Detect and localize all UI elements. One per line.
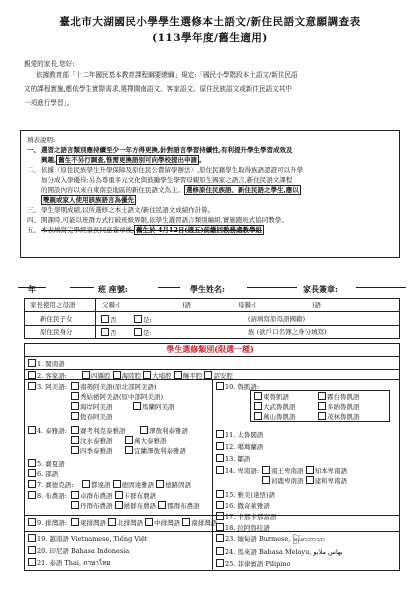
checkbox-icon[interactable]: [108, 518, 116, 526]
instructions-box: [20, 130, 400, 258]
option-20[interactable]: [28, 546, 129, 555]
option-16[interactable]: [216, 501, 270, 510]
option-6[interactable]: [28, 469, 58, 478]
option-3-item-3[interactable]: [71, 402, 113, 411]
checkbox-icon[interactable]: [71, 446, 79, 454]
checkbox-icon[interactable]: [101, 315, 109, 323]
indigenous-yes[interactable]: [134, 328, 152, 337]
note-1-boxed: 舊生不另行調查,惟需更換語別可向學校提出申請: [58, 156, 198, 164]
indigenous-no[interactable]: [101, 328, 117, 337]
option-3-item-2[interactable]: [71, 392, 163, 401]
option-10-label: 10. 魯凱語:: [225, 383, 260, 391]
option-24-label: 24. 馬來語 Bahasa Melayu, بهاس ملايو: [225, 548, 343, 556]
option-14-items-a: [262, 466, 347, 475]
checkbox-icon[interactable]: [28, 546, 36, 554]
sub-option-label: 巒群布農語: [123, 502, 157, 510]
sub-option-label: 大武魯凱語: [263, 403, 296, 411]
class-seat-label: 班 座號:: [98, 284, 128, 294]
checkbox-icon[interactable]: [125, 436, 133, 444]
checkbox-icon[interactable]: [28, 382, 36, 390]
row-divider: [24, 369, 400, 370]
checkbox-icon[interactable]: [101, 328, 109, 336]
checkbox-icon[interactable]: [28, 469, 36, 477]
note-3-text: 學生學期成績,以所選修之本土語文/新住民語文成績作計算。: [41, 206, 215, 214]
note-4: [27, 215, 393, 225]
col-divider: [212, 379, 213, 571]
checkbox-icon[interactable]: [262, 476, 270, 484]
sub-option-label: 海陸腔: [121, 372, 142, 380]
checkbox-icon[interactable]: [134, 328, 142, 336]
checkbox-icon[interactable]: [216, 430, 224, 438]
checkbox-icon[interactable]: [134, 315, 142, 323]
sub-option-label: 建和卑南語: [314, 477, 348, 485]
sub-option-label: 海岸阿美語: [80, 403, 113, 411]
option-1-label: 1. 閩南語: [37, 360, 65, 368]
new-resident-yes[interactable]: [134, 315, 152, 324]
option-1[interactable]: [28, 359, 65, 368]
sub-option-label: 秀姑巒阿美語(原中部阿美語): [80, 393, 164, 401]
note-1-num: 一、: [27, 146, 40, 154]
sub-option-label: 澤敖利泰雅語: [149, 427, 188, 435]
checkbox-icon[interactable]: [216, 490, 224, 498]
col-divider: [95, 298, 96, 339]
option-21-label: 21. 泰語 Thai, ภาษาไทย: [37, 559, 111, 567]
option-7-label: 7. 賽德克語:: [37, 481, 74, 489]
note-5: [27, 225, 393, 235]
checkbox-icon[interactable]: [82, 480, 90, 488]
student-name-input[interactable]: [247, 287, 297, 288]
sub-option-label: 詔安腔: [213, 372, 233, 380]
class-input[interactable]: [70, 287, 94, 288]
row-divider: [24, 325, 400, 326]
sub-option-label: 四季泰雅語: [80, 447, 113, 455]
option-11-label: 11. 太魯閣語: [225, 431, 264, 439]
option-4-item-2[interactable]: [140, 426, 188, 435]
sub-option-label: 恆春阿美語: [80, 413, 113, 421]
mother-tongue-label: 家長使用之母語: [30, 301, 76, 309]
option-9-label: 9. 排灣語:: [37, 519, 67, 527]
note-3: [27, 205, 393, 215]
checkbox-icon[interactable]: [262, 466, 270, 474]
checkbox-icon[interactable]: [71, 426, 79, 434]
checkbox-icon[interactable]: [143, 371, 151, 379]
checkbox-icon[interactable]: [28, 491, 36, 499]
sub-option-label: 東魯凱語: [263, 393, 289, 401]
indigenous-label: 原住民身分: [40, 328, 73, 336]
option-6-label: 6. 邵語: [37, 470, 59, 478]
checkbox-icon[interactable]: [71, 436, 79, 444]
row-divider: [24, 531, 400, 532]
checkbox-icon[interactable]: [115, 501, 123, 509]
mother-language-close: )語: [312, 301, 322, 309]
seat-input[interactable]: [158, 287, 180, 288]
option-13[interactable]: [216, 454, 250, 463]
indigenous-fill-hint: 族 (欲戶口名簿之身分填寫): [248, 328, 327, 336]
form-subtitle: (113學年度/舊生適用): [152, 32, 268, 44]
no-label: 否: [110, 316, 117, 324]
option-25-label: 25. 菲律賓語 Pilipino: [225, 560, 291, 568]
sub-option-label: 茂林魯凱語: [327, 413, 360, 421]
yes-label: 是:: [143, 316, 152, 324]
note-3-num: 三、: [27, 206, 40, 214]
option-3-label: 3. 阿美語:: [37, 383, 67, 391]
option-14-label: 14. 卑南語:: [225, 467, 260, 475]
option-4-item-1[interactable]: [71, 426, 126, 435]
sub-option-label: 郡群布農語: [167, 502, 200, 510]
option-8-items-a: [71, 491, 156, 500]
note-4-num: 四、: [27, 216, 40, 224]
note-2-num: 二、: [27, 166, 40, 174]
checkbox-icon[interactable]: [71, 412, 79, 420]
row-divider: [24, 356, 400, 357]
sub-option-label: 賽考利克泰雅語: [80, 427, 126, 435]
option-11[interactable]: [216, 430, 263, 439]
option-21[interactable]: [28, 558, 110, 567]
checkbox-icon[interactable]: [71, 382, 79, 390]
option-19-label: 19. 越南語 Vietnamese, Tiếng Việt: [37, 535, 148, 543]
sub-option-label: 萬大泰雅語: [134, 437, 167, 445]
note-2-boxed-b: 雙親或家人使用該族語言為優先: [43, 196, 134, 204]
checkbox-icon[interactable]: [182, 518, 190, 526]
sub-option-label: 知本卑南語: [314, 467, 348, 475]
checkbox-icon[interactable]: [28, 426, 36, 434]
sub-option-label: 中排灣語: [154, 519, 181, 527]
option-10-subgroup-frame: [250, 390, 390, 422]
note-1-text: 選習之語言類別應持續至少一年方得更換,針對語言學習持續性,有利提升學生學習成效及: [41, 146, 293, 154]
option-2[interactable]: [28, 371, 67, 380]
checkbox-icon[interactable]: [145, 518, 153, 526]
note-2-boxed-a: 選修原住民族語、新住民語之學生,應以: [186, 186, 299, 194]
intro-line-3: 一項進行學習」。: [24, 99, 74, 107]
checkbox-icon[interactable]: [216, 501, 224, 509]
new-resident-fill-hint: (請填寫原母語國籍): [248, 315, 306, 323]
checkbox-icon[interactable]: [156, 480, 164, 488]
student-name-label: 學生姓名:: [190, 284, 225, 294]
greeting: 親愛的家長,您好:: [24, 60, 75, 68]
checkbox-icon[interactable]: [216, 382, 224, 390]
option-5[interactable]: [28, 459, 65, 468]
form-title: 臺北市大湖國民小學學生選修本土語文/新住民語文意願調查表: [59, 16, 361, 28]
option-14-items-b: [262, 476, 347, 485]
option-4-item-6[interactable]: [125, 446, 186, 455]
note-2-line4: [27, 195, 393, 205]
checkbox-icon[interactable]: [113, 480, 121, 488]
sub-option-label: 都達語: [91, 481, 111, 489]
note-5-boxed: 舊生於 4月12日(週五)前繳回教務處教學組: [136, 226, 263, 234]
row-divider: [24, 311, 400, 312]
sub-option-label: 德固達雅語: [121, 481, 155, 489]
option-4-item-4[interactable]: [125, 436, 167, 445]
option-3[interactable]: [28, 382, 67, 391]
no-label: 否: [110, 329, 117, 337]
checkbox-icon[interactable]: [306, 466, 314, 474]
checkbox-icon[interactable]: [71, 518, 79, 526]
sub-option-label: 萬山魯凱語: [263, 413, 296, 421]
father-language-label: 父親:(: [102, 301, 120, 309]
note-1-text-b: 興趣,: [41, 156, 57, 164]
option-23-label: 23. 緬甸語 Burmese, မြန်မာဘာသာ: [225, 535, 325, 543]
option-19[interactable]: [28, 534, 147, 543]
option-3-item-1[interactable]: [71, 382, 157, 391]
checkbox-icon[interactable]: [71, 501, 79, 509]
sub-option-label: 東排灣語: [80, 519, 106, 527]
instructions-heading: 填表說明:: [27, 136, 56, 144]
new-resident-no[interactable]: [101, 315, 117, 324]
note-5-num: 五、: [27, 226, 40, 234]
option-4-label: 4. 泰雅語:: [37, 427, 67, 435]
note-2: [27, 165, 393, 175]
option-9-items: [71, 518, 217, 527]
intro-line-2: 文的課程實施,應依學生實際需求,選擇閩南語文、客家語文、原住民族語文或新住民語文其中: [24, 85, 292, 93]
sub-option-label: 卡群布農語: [123, 492, 157, 500]
checkbox-icon[interactable]: [216, 454, 224, 462]
option-24[interactable]: [216, 547, 343, 556]
checkbox-icon[interactable]: [216, 466, 224, 474]
checkbox-icon[interactable]: [216, 559, 224, 567]
checkbox-icon[interactable]: [115, 491, 123, 499]
option-9[interactable]: [28, 518, 67, 527]
note-5-text: 本表填寫完畢經家長同意簽章後,: [41, 226, 135, 234]
sub-option-label: 南勢阿美語(原北部阿美語): [80, 383, 157, 391]
checkbox-icon[interactable]: [140, 426, 148, 434]
checkbox-icon[interactable]: [71, 491, 79, 499]
yes-label: 是:: [143, 329, 152, 337]
option-18-label: 18. 拉阿魯哇語: [225, 524, 270, 532]
sub-option-label: 多納魯凱語: [327, 403, 360, 411]
note-2-line2: 加分成入學優待;另為尊重多元文化與鼓勵學生學習母親原生國家之語言,新住民語文課程: [41, 176, 293, 184]
note-1-cont: [27, 155, 393, 165]
option-4-item-5[interactable]: [71, 446, 113, 455]
sub-option-label: 四縣腔: [91, 372, 111, 380]
father-language-close: )語: [182, 301, 192, 309]
option-8-label: 8. 布農語:: [37, 492, 67, 500]
sub-option-label: 大埔腔: [152, 372, 172, 380]
note-2-line3: [27, 185, 393, 195]
option-2-label: 2. 客家語:: [37, 372, 67, 380]
option-13-label: 13. 鄒語: [225, 455, 251, 463]
option-20-label: 20. 印尼語 Bahasa Indonesia: [37, 547, 130, 555]
checkbox-icon[interactable]: [71, 402, 79, 410]
checkbox-icon[interactable]: [82, 371, 90, 379]
grade-input[interactable]: [18, 287, 46, 288]
note-2-text: 依據〈原住民族學生升學保障及原住民公費留學辦法〉,原住民籍學生取得族語認證可以升學: [41, 166, 304, 174]
option-17[interactable]: [216, 512, 276, 521]
option-7[interactable]: [28, 480, 73, 489]
sub-option-label: 北排灣語: [117, 519, 144, 527]
mother-language-label: 母親:(: [238, 301, 256, 309]
option-4-item-3[interactable]: [71, 436, 113, 445]
selection-title: 學生選修類別(限選一種): [166, 344, 254, 354]
checkbox-icon[interactable]: [28, 480, 36, 488]
checkbox-icon[interactable]: [28, 371, 36, 379]
checkbox-icon[interactable]: [216, 523, 224, 531]
sub-option-label: 汶水泰雅語: [80, 437, 113, 445]
sub-option-label: 卓群布農語: [80, 492, 113, 500]
option-3-item-5[interactable]: [71, 412, 113, 421]
grade-label: 年: [28, 284, 36, 294]
sub-option-label: 丹群布農語: [80, 502, 113, 510]
sub-option-label: 南排灣語: [191, 519, 218, 527]
option-23[interactable]: [216, 534, 325, 543]
new-resident-label: 新住民子女: [40, 315, 73, 323]
note-2-line3-text: 的開設內容以來自東南亞地區的新住民語文為主。: [41, 186, 184, 194]
checkbox-icon[interactable]: [28, 459, 36, 467]
sub-option-label: 初鹿卑南語: [271, 477, 304, 485]
checkbox-icon[interactable]: [28, 518, 36, 526]
sub-option-label: 德路固語: [165, 481, 192, 489]
checkbox-icon[interactable]: [306, 476, 314, 484]
intro-line-1: 依據教育部「十二年國民基本教育課程綱要總綱」規定:「國民小學階段本土語文/新住民語: [36, 71, 298, 79]
checkbox-icon[interactable]: [174, 371, 182, 379]
sub-option-label: 馬蘭阿美語: [142, 403, 175, 411]
checkbox-icon[interactable]: [216, 534, 224, 542]
checkbox-icon[interactable]: [28, 534, 36, 542]
checkbox-icon[interactable]: [28, 359, 36, 367]
option-7-items: [82, 480, 191, 489]
note-1: [27, 145, 393, 155]
option-2-items: [82, 371, 233, 380]
checkbox-icon[interactable]: [28, 558, 36, 566]
option-12[interactable]: [216, 442, 263, 451]
sub-option-label: 饒平腔: [182, 372, 203, 380]
checkbox-icon[interactable]: [113, 371, 121, 379]
option-8[interactable]: [28, 491, 67, 500]
option-12-label: 12. 噶瑪蘭語: [225, 443, 264, 451]
option-25[interactable]: [216, 559, 290, 568]
sub-option-label: 霧台魯凱語: [327, 393, 360, 401]
checkbox-icon[interactable]: [125, 446, 133, 454]
parent-sign-input[interactable]: [356, 287, 406, 288]
note-4-text: 開課時,可能以班群方式打破班級界限,依學生選習語言類別編組,實施跑班式協同教學。: [41, 216, 288, 224]
checkbox-icon[interactable]: [216, 547, 224, 555]
option-8-items-b: [71, 501, 200, 510]
parent-info-table: [24, 298, 400, 339]
checkbox-icon[interactable]: [216, 512, 224, 520]
sub-option-label: 南王卑南語: [271, 467, 304, 475]
checkbox-icon[interactable]: [216, 442, 224, 450]
option-17-label: 17. 卡那卡那富語: [225, 513, 277, 521]
sub-option-label: 宜蘭澤敖利泰雅語: [134, 447, 186, 455]
checkbox-icon[interactable]: [133, 402, 141, 410]
parent-sign-label: 家長簽章:: [303, 284, 338, 294]
option-3-item-4[interactable]: [133, 402, 175, 411]
option-15[interactable]: [216, 490, 275, 499]
option-15-label: 15. 雅美(達悟)語: [225, 491, 275, 499]
option-5-label: 5. 賽夏語: [37, 460, 65, 468]
option-4[interactable]: [28, 426, 67, 435]
checkbox-icon[interactable]: [158, 501, 166, 509]
checkbox-icon[interactable]: [204, 371, 212, 379]
option-14[interactable]: [216, 466, 259, 475]
checkbox-icon[interactable]: [71, 392, 79, 400]
note-1-text-c: 。: [199, 156, 206, 164]
option-16-label: 16. 撒奇萊雅語: [225, 502, 270, 510]
